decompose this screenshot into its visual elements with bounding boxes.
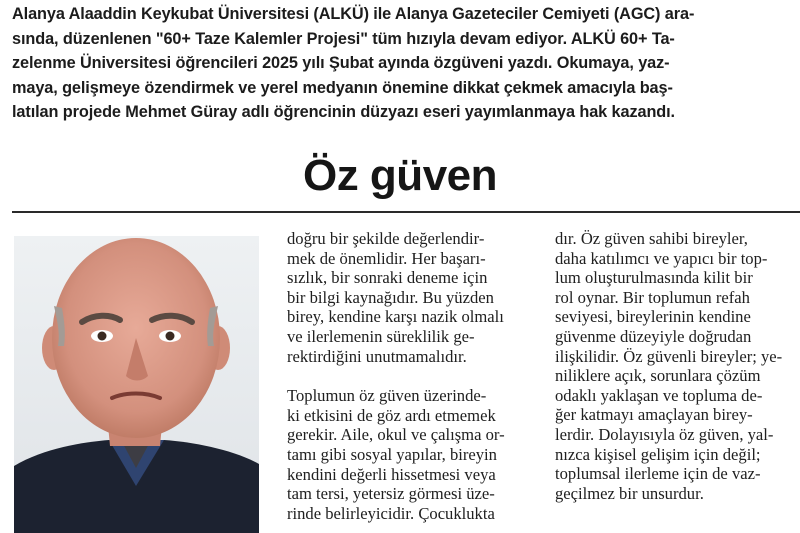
text-line: nızca kişisel gelişim için değil;	[555, 444, 761, 464]
text-line: kendini değerli hissetmesi veya	[287, 464, 496, 484]
text-line: mek de önemlidir. Her başarı-	[287, 248, 486, 268]
intro-line: latılan projede Mehmet Güray adlı öğrencinin düzyazı eseri yayımlanmaya hak kazandı.	[12, 103, 675, 122]
article-headline: Öz güven	[302, 151, 498, 200]
text-line: ğer katmayı amaçlayan birey-	[555, 405, 753, 425]
paragraph-gap	[287, 366, 505, 386]
text-line: geçilmez bir unsurdur.	[555, 483, 704, 503]
text-line: daha katılımcı ve yapıcı bir top-	[555, 248, 768, 268]
intro-line: sında, düzenlenen "60+ Taze Kalemler Projesi" tüm hızıyla devam ediyor. ALKÜ 60+ Ta-	[12, 29, 675, 48]
text-line: rinde belirleyicidir. Çocuklukta	[287, 503, 495, 523]
text-line: niliklere açık, sorunlara çözüm	[555, 366, 761, 386]
text-line: tamı gibi sosyal yapılar, bireyin	[287, 444, 497, 464]
text-line: ki etkisini de göz ardı etmemek	[287, 405, 496, 425]
text-line: bir bilgi kaynağıdır. Bu yüzden	[287, 287, 494, 307]
text-line: tam tersi, yetersiz görmesi üze-	[287, 484, 495, 504]
headline-divider	[12, 211, 800, 213]
author-photo	[14, 236, 259, 533]
intro-lead	[12, 2, 792, 125]
text-line: seviyesi, bireylerinin kendine	[555, 307, 751, 327]
text-line: Toplumun öz güven üzerinde-	[287, 386, 487, 406]
intro-line: zelenme Üniversitesi öğrencileri 2025 yılı Şubat ayında özgüveni yazdı. Okumaya, yaz-	[12, 54, 670, 73]
text-line: gerekir. Aile, okul ve çalışma or-	[287, 425, 505, 445]
text-line: toplumsal ilerleme için de vaz-	[555, 464, 761, 484]
text-line: rektirdiğini unutmamalıdır.	[287, 346, 467, 366]
text-line: odaklı yaklaşan ve topluma de-	[555, 385, 763, 405]
text-line: sızlık, bir sonraki deneme için	[287, 268, 488, 288]
intro-line: Alanya Alaaddin Keykubat Üniversitesi (ALKÜ) ile Alanya Gazeteciler Cemiyeti (AGC) ara-	[12, 5, 695, 23]
text-line: rol oynar. Bir toplumun refah	[555, 287, 750, 307]
text-line: birey, kendine karşı nazik olmalı	[287, 307, 504, 327]
text-line: lum oluşturulmasında kilit bir	[555, 268, 753, 288]
text-line: güvenme düzeyiyle doğrudan	[555, 326, 752, 346]
text-column-1	[287, 229, 505, 523]
text-line: doğru bir şekilde değerlendir-	[287, 229, 485, 248]
text-line: lerdir. Dolayısıyla öz güven, yal-	[555, 424, 774, 444]
text-line: ve ilerlemenin süreklilik ge-	[287, 326, 475, 346]
text-line: ilişkilidir. Öz güvenli bireyler; ye-	[555, 346, 783, 366]
text-line: dır. Öz güven sahibi bireyler,	[555, 229, 748, 248]
text-column-2	[555, 229, 782, 503]
intro-line: maya, gelişmeye özendirmek ve yerel medyanın önemine dikkat çekmek amacıyla baş-	[12, 78, 673, 97]
